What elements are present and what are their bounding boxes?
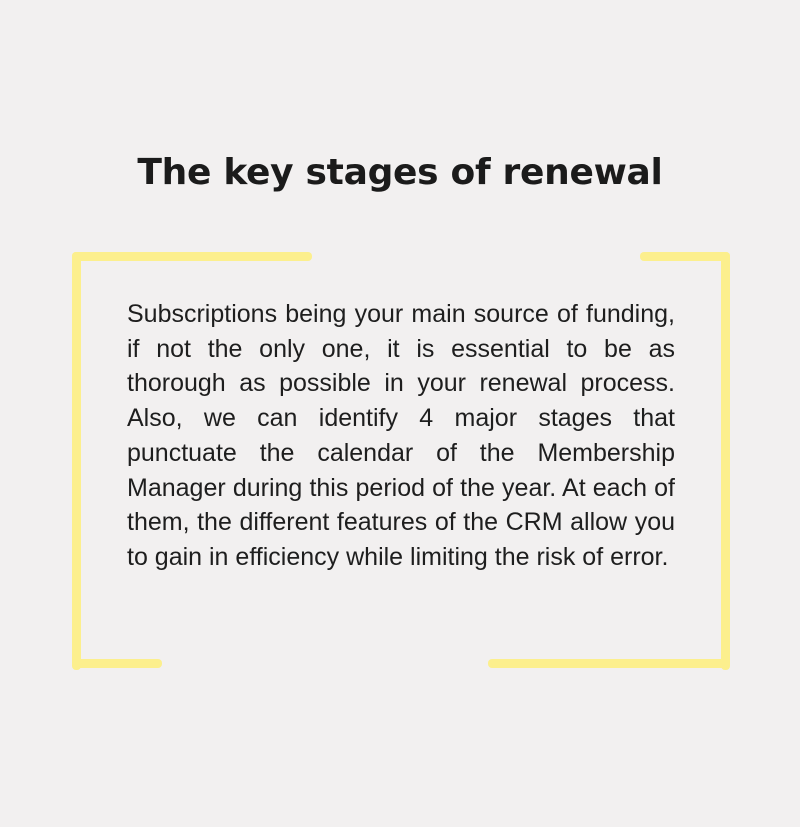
bracket-right-top-bar	[640, 252, 730, 261]
bracket-left-top-bar	[72, 252, 312, 261]
bracket-left-bottom-bar	[72, 659, 162, 668]
page-title: The key stages of renewal	[137, 152, 663, 193]
body-paragraph: Subscriptions being your main source of funding, if not the only one, it is essential to be as thorough as possible in your renewal process. Also, we can identify 4 major stages that punctuate the calendar of the Membership Manager during this period of the year. At each of them, the different features of the CRM allow you to gain in efficiency while limiting the risk of error.	[127, 300, 675, 571]
bracket-right-vertical-bar	[721, 252, 730, 670]
bracket-right-bottom-bar	[488, 659, 730, 668]
bracket-left-vertical-bar	[72, 252, 81, 670]
